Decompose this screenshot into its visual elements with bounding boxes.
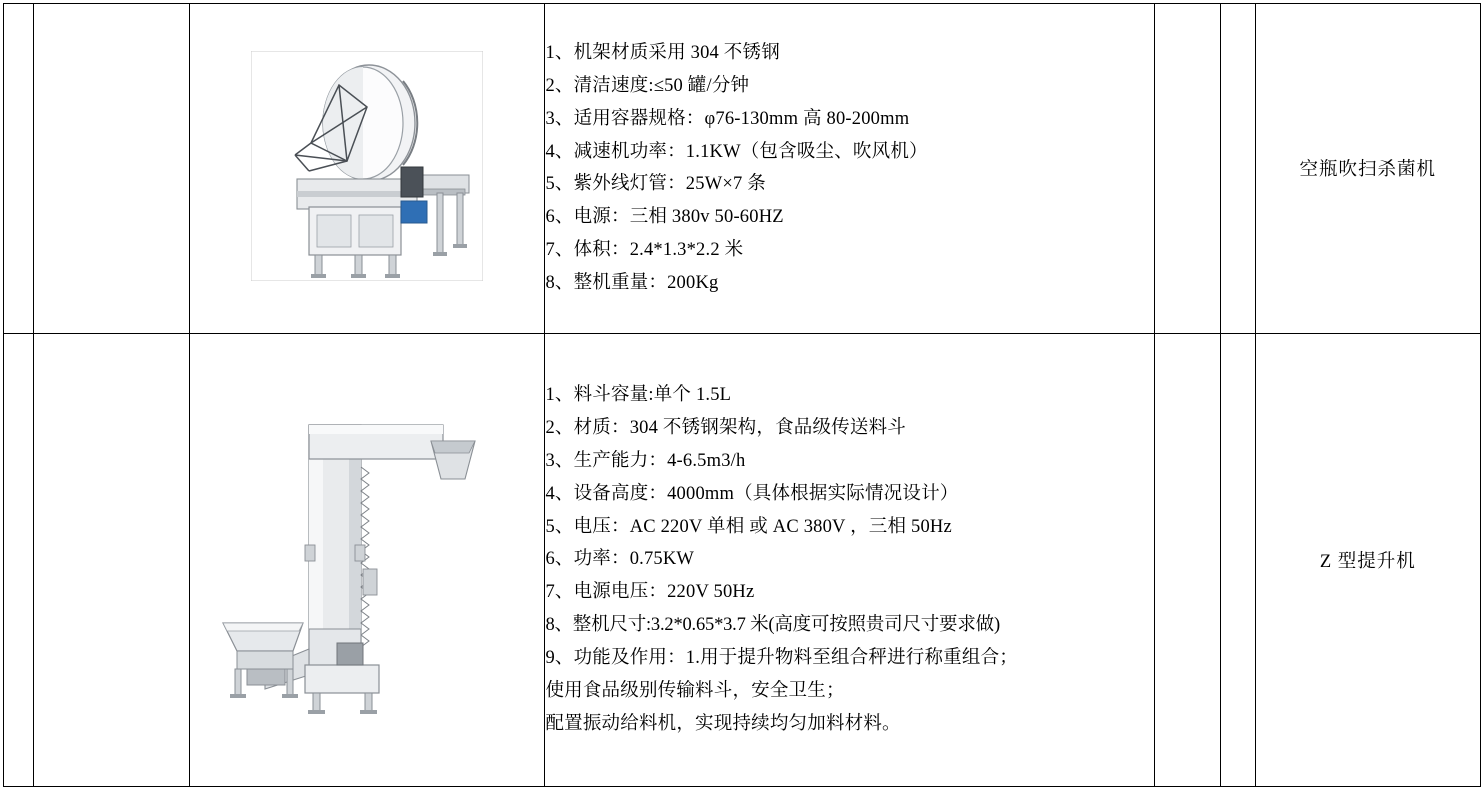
spec-item: 7、体积：2.4*1.3*2.2 米	[545, 240, 744, 261]
spec-item: 8、整机重量：200Kg	[545, 273, 719, 294]
spec-item: 2、清洁速度:≤50 罐/分钟	[545, 75, 750, 96]
row2-cell-col-e	[1155, 333, 1221, 786]
spec-item: 8、整机尺寸:3.2*0.65*3.7 米(高度可按照贵司尺寸要求做)	[545, 615, 1000, 636]
spec-list	[545, 379, 1154, 741]
row1-equipment-name: 空瓶吹扫杀菌机	[1255, 4, 1480, 334]
row2-cell-col-a	[4, 333, 34, 786]
spec-item: 5、紫外线灯管：25W×7 条	[545, 174, 766, 195]
z-type-elevator-illustration	[217, 397, 517, 717]
row1-cell-col-b	[33, 4, 189, 334]
row2-cell-col-b	[33, 333, 189, 786]
spec-item: 4、设备高度：4000mm（具体根据实际情况设计）	[545, 483, 959, 504]
spec-item: 3、适用容器规格：φ76-130mm 高 80-200mm	[545, 108, 910, 129]
spec-item: 3、生产能力：4-6.5m3/h	[545, 450, 746, 471]
spec-item: 5、电压：AC 220V 单相 或 AC 380V ，三相 50Hz	[545, 516, 952, 537]
row2-cell-col-f	[1221, 333, 1255, 786]
equipment-spec-table	[3, 3, 1481, 787]
spec-item: 2、材质：304 不锈钢架构，食品级传送料斗	[545, 417, 906, 438]
spec-item: 配置振动给料机，实现持续均匀加料材料。	[545, 714, 901, 735]
row2-spec-cell	[545, 333, 1155, 786]
bottle-blow-sterilizer-illustration	[251, 51, 483, 281]
spec-item: 1、料斗容量:单个 1.5L	[545, 384, 732, 405]
spec-item: 1、机架材质采用 304 不锈钢	[545, 42, 780, 63]
row2-figure-cell	[189, 333, 545, 786]
spec-item: 9、功能及作用：1.用于提升物料至组合秤进行称重组合；	[545, 648, 1018, 669]
table-row	[4, 4, 1481, 334]
document-page	[0, 3, 1484, 793]
spec-item: 6、电源：三相 380v 50-60HZ	[545, 207, 784, 228]
row2-equipment-name: Z 型提升机	[1255, 333, 1480, 786]
spec-item: 6、功率：0.75KW	[545, 549, 695, 570]
spec-item: 使用食品级别传输料斗，安全卫生；	[545, 681, 845, 702]
spec-list	[545, 37, 1154, 300]
row1-spec-cell	[545, 4, 1155, 334]
row1-cell-col-a	[4, 4, 34, 334]
row1-figure-cell	[189, 4, 545, 334]
spec-item: 7、电源电压：220V 50Hz	[545, 582, 755, 603]
row1-cell-col-e	[1155, 4, 1221, 334]
row1-cell-col-f	[1221, 4, 1255, 334]
spec-item: 4、减速机功率：1.1KW（包含吸尘、吹风机）	[545, 141, 928, 162]
table-row	[4, 333, 1481, 786]
